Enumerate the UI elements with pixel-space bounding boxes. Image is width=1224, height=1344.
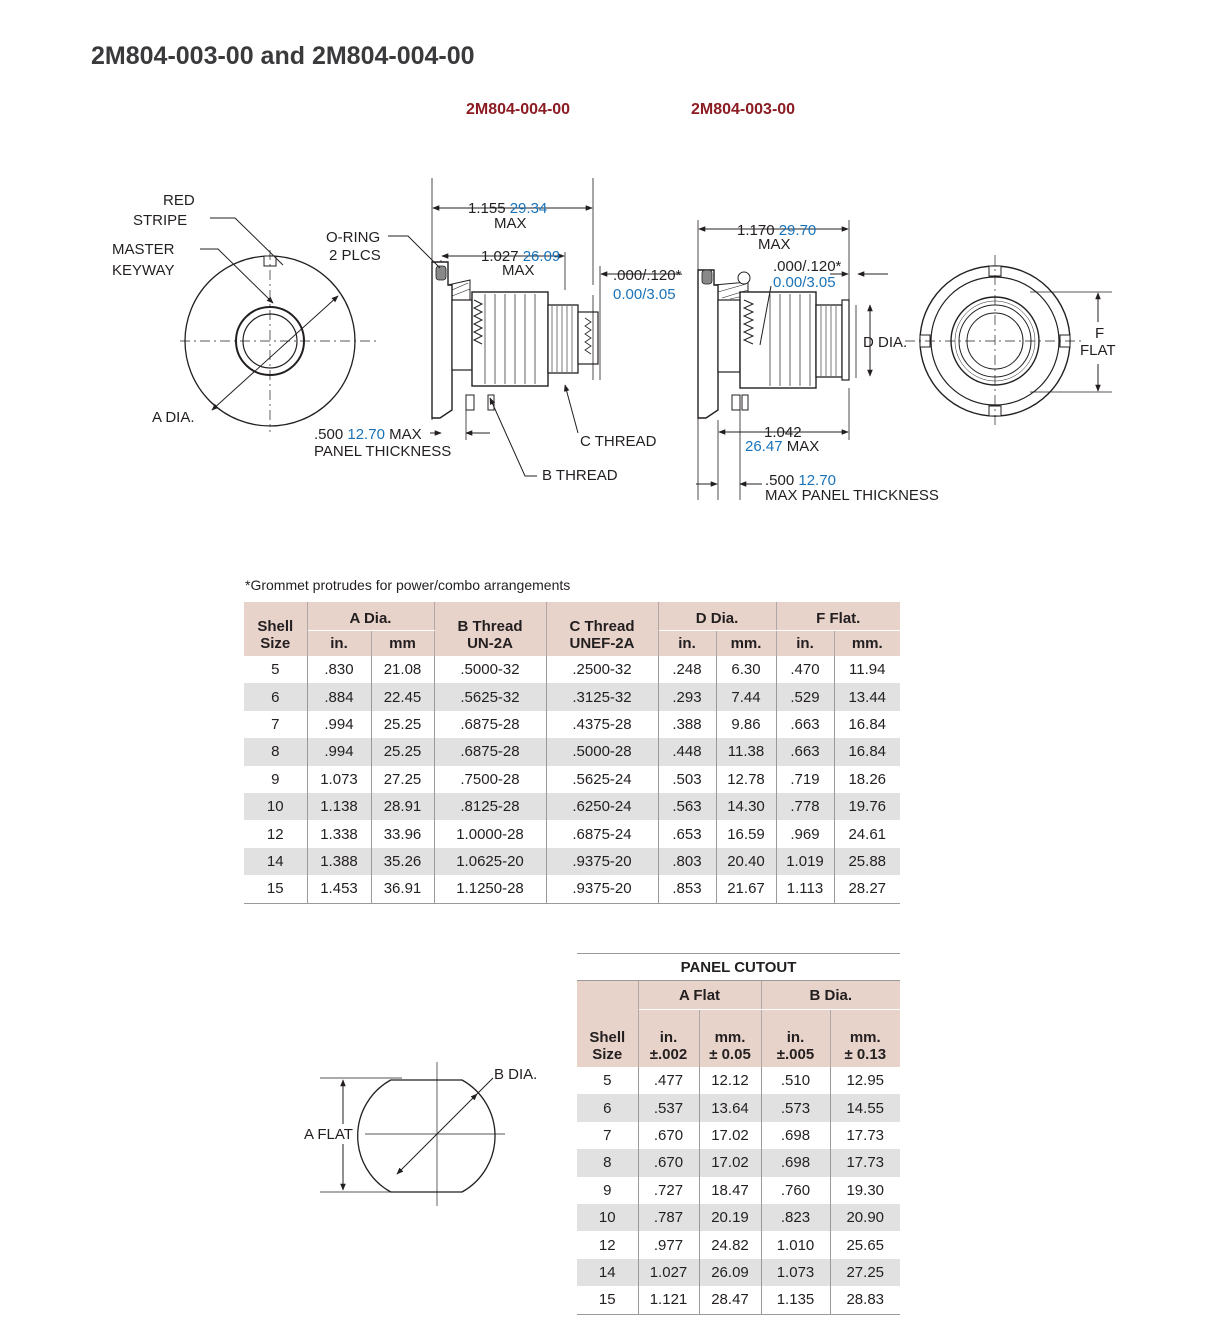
dims-table-cell: .503	[658, 766, 716, 793]
dims-table-cell: .884	[307, 683, 371, 710]
dims-table-cell: 7	[244, 711, 307, 738]
header-c-thread: C Thread UNEF-2A	[546, 602, 658, 656]
cutout-table-cell: 24.82	[699, 1231, 761, 1258]
cutout-table-cell: 15	[577, 1286, 638, 1314]
dims-table-cell: .7500-28	[434, 766, 546, 793]
dims-table-cell: 19.76	[834, 793, 900, 820]
cutout-table-cell: .537	[638, 1094, 699, 1121]
dims-table-cell: 28.91	[371, 793, 434, 820]
dims-table-cell: 13.44	[834, 683, 900, 710]
dims-table-cell: 25.25	[371, 738, 434, 765]
dims-table-cell: 15	[244, 875, 307, 903]
dims-table-cell: .994	[307, 711, 371, 738]
table-row	[244, 875, 900, 903]
dims-table-cell: 1.073	[307, 766, 371, 793]
dims-table-cell: 6	[244, 683, 307, 710]
label-2-plcs: 2 PLCS	[329, 247, 381, 264]
cutout-table-cell: 6	[577, 1094, 638, 1121]
label-b-thread: B THREAD	[542, 467, 618, 484]
dims-table-cell: 1.019	[776, 848, 834, 875]
dim-l-panel-thickness: PANEL THICKNESS	[314, 443, 452, 460]
cutout-table-cell: 12	[577, 1231, 638, 1258]
dimensions-table	[244, 602, 900, 904]
dims-table-cell: .529	[776, 683, 834, 710]
dims-table-cell: .9375-20	[546, 875, 658, 903]
dim-r-body-mm: 26.47 MAX	[745, 438, 820, 455]
table-row	[577, 1149, 900, 1176]
table-row	[244, 820, 900, 847]
dim-r-panel: .500 12.70	[765, 472, 836, 489]
dims-table-cell: 21.08	[371, 656, 434, 683]
dims-table-cell: 28.27	[834, 875, 900, 903]
cutout-header-b-in: in. ±.005	[761, 1010, 830, 1068]
table-row	[244, 656, 900, 683]
dim-r-protrude-mm: 0.00/3.05	[773, 274, 836, 291]
dim-l-overall-max: MAX	[494, 215, 527, 232]
cutout-table-cell: 8	[577, 1149, 638, 1176]
dim-r-protrude-in: .000/.120*	[773, 258, 842, 275]
cutout-table-cell: 14	[577, 1259, 638, 1286]
label-master: MASTER	[112, 241, 175, 258]
dims-table-cell: 1.0000-28	[434, 820, 546, 847]
table-row	[244, 683, 900, 710]
dims-table-cell: 35.26	[371, 848, 434, 875]
header-d-mm: mm.	[716, 631, 776, 657]
label-keyway: KEYWAY	[112, 262, 175, 279]
dims-table-cell: 1.138	[307, 793, 371, 820]
dims-table-cell: .6875-24	[546, 820, 658, 847]
dim-r-body-in: 1.042	[764, 424, 802, 441]
cutout-table-cell: 1.073	[761, 1259, 830, 1286]
model-label-004: 2M804-004-00	[466, 101, 571, 118]
dims-table-cell: .5625-24	[546, 766, 658, 793]
header-b-thread: B Thread UN-2A	[434, 602, 546, 656]
dims-table-cell: .8125-28	[434, 793, 546, 820]
cutout-table-cell: 1.121	[638, 1286, 699, 1314]
dims-table-cell: .388	[658, 711, 716, 738]
table-row	[577, 1067, 900, 1094]
dims-table-cell: 25.88	[834, 848, 900, 875]
label-flat: FLAT	[1080, 342, 1116, 359]
cutout-header-a-in: in. ±.002	[638, 1010, 699, 1068]
table-row	[244, 711, 900, 738]
cutout-table-cell: 19.30	[846, 1181, 885, 1199]
dim-l-body-max: MAX	[502, 262, 535, 279]
table-row	[577, 1177, 900, 1204]
table-row	[244, 738, 900, 765]
cutout-table-cell: .787	[638, 1204, 699, 1231]
dims-table-cell: 12	[244, 820, 307, 847]
cutout-table-cell: 18.47	[699, 1177, 761, 1204]
cutout-table-cell: 7	[577, 1122, 638, 1149]
table-row	[577, 1122, 900, 1149]
dim-r-overall-max: MAX	[758, 236, 791, 253]
header-d-dia: D Dia.	[658, 602, 776, 631]
dims-table-cell: 16.84	[848, 715, 887, 733]
cutout-table-cell: .670	[638, 1122, 699, 1149]
dims-table-cell: 20.40	[716, 848, 776, 875]
cutout-header-b-mm: mm. ± 0.13	[830, 1010, 900, 1068]
dims-table-cell: 12.78	[716, 766, 776, 793]
dims-table-cell: 22.45	[371, 683, 434, 710]
cutout-header-b-dia: B Dia.	[761, 981, 900, 1010]
header-f-in: in.	[776, 631, 834, 657]
cutout-table-cell: 26.09	[699, 1259, 761, 1286]
dims-table-cell: .9375-20	[546, 848, 658, 875]
page-title: 2M804-003-00 and 2M804-004-00	[91, 42, 475, 70]
cutout-table-cell: 17.73	[846, 1126, 885, 1144]
cutout-table-cell: 5	[577, 1067, 638, 1094]
dims-table-cell: 21.67	[716, 875, 776, 903]
dims-table-cell: .470	[776, 656, 834, 683]
dims-table-cell: 25.25	[371, 711, 434, 738]
cutout-table-cell: 20.19	[699, 1204, 761, 1231]
dims-table-cell: 5	[244, 656, 307, 683]
dims-table-cell: 1.0625-20	[434, 848, 546, 875]
dims-table-cell: .3125-32	[546, 683, 658, 710]
dims-table-cell: 14	[244, 848, 307, 875]
dims-table-cell: 16.59	[716, 820, 776, 847]
dims-table-cell: .6875-28	[434, 711, 546, 738]
cutout-table-cell: .698	[761, 1122, 830, 1149]
cutout-table-cell: 10	[577, 1204, 638, 1231]
table-row	[244, 793, 900, 820]
label-o-ring: O-RING	[326, 229, 381, 246]
dims-table-cell: .448	[658, 738, 716, 765]
dims-table-cell: 1.388	[307, 848, 371, 875]
dims-table-cell: 7.44	[716, 683, 776, 710]
cutout-table-cell: .977	[638, 1231, 699, 1258]
panel-cutout-caption: PANEL CUTOUT	[577, 954, 900, 981]
header-a-mm: mm	[371, 631, 434, 657]
dims-table-cell: .563	[658, 793, 716, 820]
dims-table-cell: 16.84	[834, 738, 900, 765]
cutout-table-cell: 27.25	[830, 1259, 900, 1286]
dims-table-cell: .969	[776, 820, 834, 847]
label-stripe: STRIPE	[133, 212, 188, 229]
dims-table-cell: .994	[307, 738, 371, 765]
cutout-table-cell: .573	[761, 1094, 830, 1121]
dim-l-protrude-mm: 0.00/3.05	[613, 286, 676, 303]
cutout-table-cell: .670	[638, 1149, 699, 1176]
dims-table-cell: .853	[658, 875, 716, 903]
dims-table-cell: 36.91	[371, 875, 434, 903]
cutout-table-cell: .477	[638, 1067, 699, 1094]
label-b-dia: B DIA.	[494, 1066, 538, 1083]
dim-l-protrude-in: .000/.120*	[613, 267, 682, 284]
dim-r-max-panel-thickness: MAX PANEL THICKNESS	[765, 487, 939, 504]
dim-l-body: 1.027 26.09	[481, 248, 561, 265]
cutout-header-shell-size: Shell Size	[577, 981, 638, 1068]
label-c-thread: C THREAD	[580, 433, 657, 450]
dims-table-cell: 24.61	[848, 825, 887, 843]
cutout-table-cell: 14.55	[830, 1094, 900, 1121]
dims-table-cell: .663	[776, 711, 834, 738]
cutout-table-cell: 28.83	[830, 1286, 900, 1314]
dims-table-cell: .248	[658, 656, 716, 683]
cutout-table-cell: 17.02	[699, 1122, 761, 1149]
dims-table-cell: 11.38	[716, 738, 776, 765]
cutout-table-cell: .823	[761, 1204, 830, 1231]
header-f-flat: F Flat.	[776, 602, 900, 631]
table-row	[577, 1204, 900, 1231]
label-f: F	[1095, 325, 1105, 342]
cutout-table-cell: 1.010	[761, 1231, 830, 1258]
dims-table-cell: .719	[776, 766, 834, 793]
dims-table-cell: 14.30	[716, 793, 776, 820]
cutout-table-cell: .760	[761, 1177, 830, 1204]
dims-table-cell: .830	[307, 656, 371, 683]
table-row	[577, 1231, 900, 1258]
header-f-mm: mm.	[834, 631, 900, 657]
dims-table-cell: 9.86	[716, 711, 776, 738]
cutout-table-cell: .510	[761, 1067, 830, 1094]
label-d-dia: D DIA.	[863, 334, 908, 351]
dims-table-cell: .5625-32	[434, 683, 546, 710]
dims-table-cell: 1.113	[776, 875, 834, 903]
dim-l-overall: 1.155 29.34	[468, 200, 548, 217]
dims-table-cell: 1.338	[307, 820, 371, 847]
dim-l-panel: .500 12.70 MAX	[314, 426, 422, 443]
dims-table-cell: .4375-28	[546, 711, 658, 738]
dims-table-cell: 6.30	[716, 656, 776, 683]
table-row	[244, 848, 900, 875]
header-shell-size: Shell Size	[244, 602, 307, 656]
header-d-in: in.	[658, 631, 716, 657]
cutout-table-cell: 17.73	[830, 1149, 900, 1176]
table-row	[577, 1094, 900, 1121]
cutout-header-a-mm: mm. ± 0.05	[699, 1010, 761, 1068]
dims-table-cell: .778	[776, 793, 834, 820]
panel-cutout-table	[577, 953, 900, 1315]
model-label-003: 2M804-003-00	[691, 101, 796, 118]
header-a-in: in.	[307, 631, 371, 657]
dims-table-cell: .293	[658, 683, 716, 710]
cutout-table-cell: 17.02	[699, 1149, 761, 1176]
dims-table-cell: 9	[244, 766, 307, 793]
dims-table-cell: 27.25	[371, 766, 434, 793]
cutout-table-cell: .698	[761, 1149, 830, 1176]
dims-table-cell: .2500-32	[546, 656, 658, 683]
cutout-table-cell: 28.47	[699, 1286, 761, 1314]
cutout-table-cell: 1.027	[638, 1259, 699, 1286]
dims-table-cell: .6250-24	[546, 793, 658, 820]
dim-r-overall: 1.170 29.70	[737, 222, 817, 239]
grommet-note: *Grommet protrudes for power/combo arrangements	[245, 577, 571, 593]
label-a-flat: A FLAT	[304, 1126, 353, 1143]
connector-drawing	[0, 0, 1224, 540]
dims-table-cell: .653	[658, 820, 716, 847]
table-row	[577, 1286, 900, 1314]
dims-table-cell: .663	[776, 738, 834, 765]
cutout-table-cell: 12.95	[846, 1072, 885, 1090]
dims-table-cell: .6875-28	[434, 738, 546, 765]
cutout-table-cell: 12.12	[699, 1067, 761, 1094]
dims-table-cell: .5000-28	[546, 738, 658, 765]
dims-table-cell: 1.1250-28	[434, 875, 546, 903]
cutout-table-cell: .727	[638, 1177, 699, 1204]
label-a-dia: A DIA.	[152, 409, 195, 426]
cutout-table-cell: 13.64	[699, 1094, 761, 1121]
dims-table-cell: 33.96	[371, 820, 434, 847]
dims-table-cell: .803	[658, 848, 716, 875]
cutout-table-cell: 1.135	[761, 1286, 830, 1314]
side-view-004	[388, 178, 682, 476]
cutout-table-cell: 25.65	[846, 1236, 885, 1254]
header-a-dia: A Dia.	[307, 602, 434, 631]
dims-table-cell: 11.94	[849, 661, 886, 679]
label-red: RED	[163, 192, 195, 209]
table-row	[244, 766, 900, 793]
dims-table-cell: 10	[244, 793, 307, 820]
dims-table-cell: 1.453	[307, 875, 371, 903]
cutout-table-cell: 9	[577, 1177, 638, 1204]
table-row	[577, 1259, 900, 1286]
dims-table-cell: 8	[244, 738, 307, 765]
cutout-header-a-flat: A Flat	[638, 981, 761, 1010]
cutout-table-cell: 20.90	[830, 1204, 900, 1231]
dims-table-cell: 18.26	[848, 770, 887, 788]
dims-table-cell: .5000-32	[434, 656, 546, 683]
